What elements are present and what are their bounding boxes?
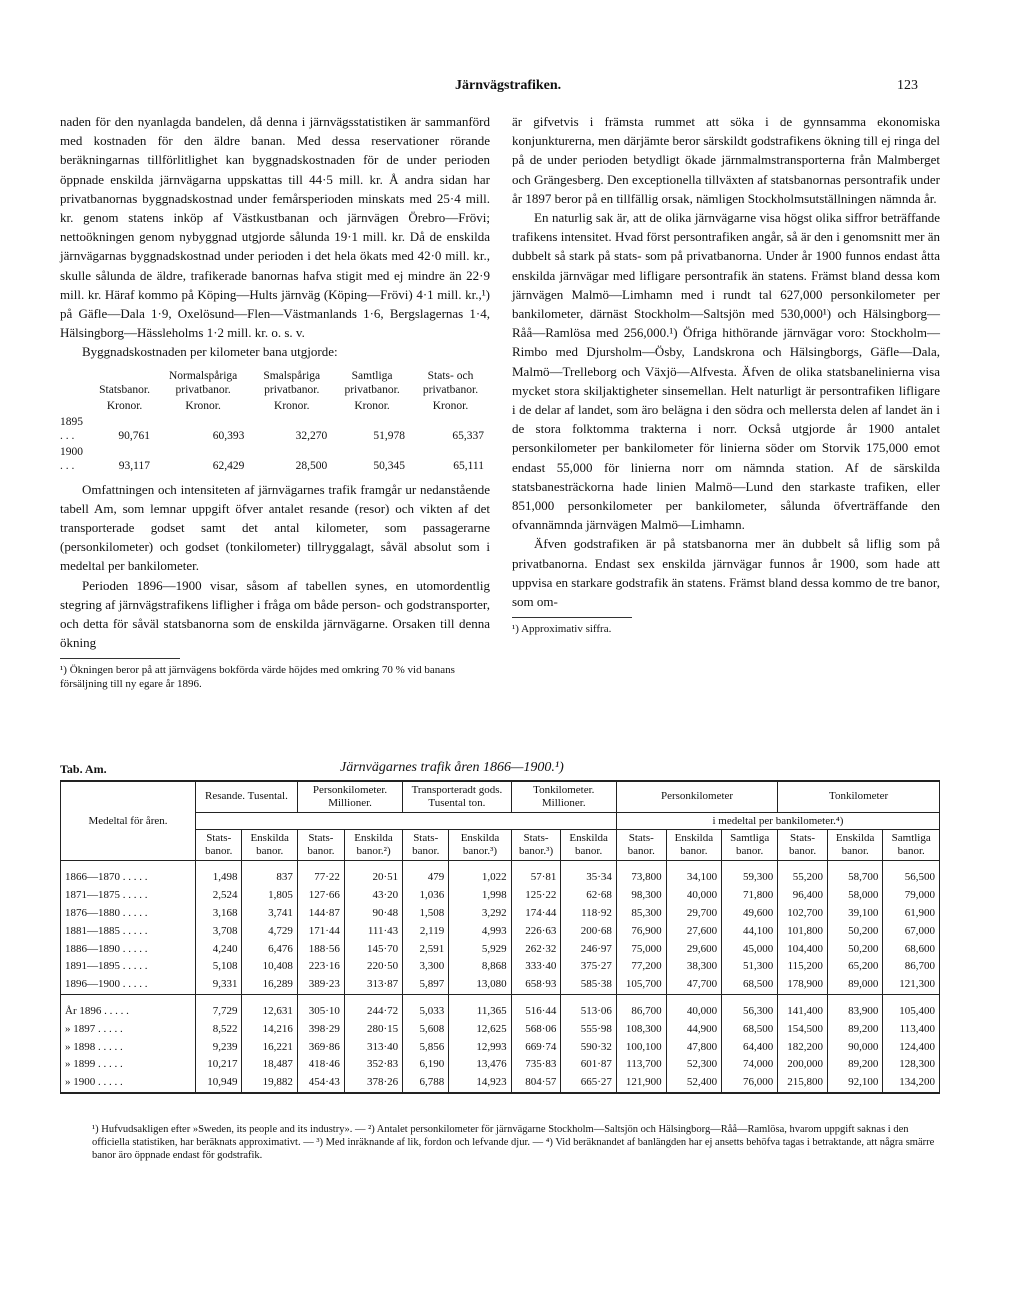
cost-header-normalsparig: Normalspåriga privatbanor. xyxy=(168,369,238,396)
table-cell: 555·98 xyxy=(561,1020,616,1038)
table-cell: 44,100 xyxy=(722,922,778,940)
header-spacer xyxy=(196,812,617,830)
table-cell: 89,200 xyxy=(827,1020,882,1038)
table-cell: 375·27 xyxy=(561,958,616,976)
table-cell: 98,300 xyxy=(616,887,666,905)
table-cell: 262·32 xyxy=(511,940,561,958)
spacer-cell xyxy=(61,994,196,1003)
table-cell: 127·66 xyxy=(297,887,344,905)
cost-header-smalsparig: Smalspåriga privatbanor. xyxy=(263,369,321,396)
header-samtliga: Samtliga banor. xyxy=(883,830,940,861)
table-cell: 1,498 xyxy=(196,869,242,887)
table-cell: 11,365 xyxy=(449,1003,511,1021)
table-footnotes: ¹) Hufvudsakligen efter »Sweden, its people and its industry». — ²) Antalet personkilometer för järnvägarne Stockholm—Saltsjön och Hälsingborg—Råå—Ramlösa, hvarom uppgift saknas i den officiella statistiken, har beräknats approximativt. — ³) Med inräknande af lik, fordon och lefvande djur. — ⁴) Vid beräknandet af banlängden har ej ansetts behöfva tagas i betraktande, att några smärre banor äro öppnade endast för godstrafik. xyxy=(92,1124,935,1161)
table-cell: 115,200 xyxy=(778,958,828,976)
table-cell: 12,631 xyxy=(242,1003,297,1021)
table-row xyxy=(61,869,940,887)
table-cell: 1,036 xyxy=(403,887,449,905)
cost-value: 60,393 xyxy=(212,429,245,442)
table-cell: 378·26 xyxy=(344,1074,402,1093)
table-cell: 454·43 xyxy=(297,1074,344,1093)
row-period-label: » 1899 . . . . . xyxy=(61,1056,196,1074)
table-row xyxy=(61,1020,940,1038)
table-cell: 105,400 xyxy=(883,1003,940,1021)
header-enskilda: Enskilda banor. xyxy=(666,830,721,861)
table-cell: 71,800 xyxy=(722,887,778,905)
table-cell: 79,000 xyxy=(883,887,940,905)
cost-header-samtliga: Samtliga privatbanor. xyxy=(344,369,400,396)
table-cell: 121,900 xyxy=(616,1074,666,1093)
table-cell: 124,400 xyxy=(883,1038,940,1056)
table-cell: 108,300 xyxy=(616,1020,666,1038)
table-cell: 14,923 xyxy=(449,1074,511,1093)
table-cell: 76,000 xyxy=(722,1074,778,1093)
table-row xyxy=(61,940,940,958)
row-period-label: 1891—1895 . . . . . xyxy=(61,958,196,976)
table-cell: 38,300 xyxy=(666,958,721,976)
table-cell: 50,200 xyxy=(827,922,882,940)
cost-year: 1895 . . . xyxy=(60,415,83,442)
table-cell: 90,000 xyxy=(827,1038,882,1056)
spacer-cell xyxy=(344,994,402,1003)
spacer-cell xyxy=(511,860,561,869)
right-footnote: ¹) Approximativ siffra. xyxy=(512,623,612,636)
table-cell: 8,522 xyxy=(196,1020,242,1038)
table-label: Tab. Am. xyxy=(60,762,107,776)
table-cell: 18,487 xyxy=(242,1056,297,1074)
table-cell: 105,700 xyxy=(616,976,666,994)
header-samtliga: Samtliga banor. xyxy=(722,830,778,861)
header-resande: Resande. Tusental. xyxy=(196,781,298,812)
table-row xyxy=(61,1003,940,1021)
table-cell: 658·93 xyxy=(511,976,561,994)
spacer-cell xyxy=(666,860,721,869)
spacer-cell xyxy=(242,860,297,869)
table-cell: 77,200 xyxy=(616,958,666,976)
table-cell: 280·15 xyxy=(344,1020,402,1038)
spacer-cell xyxy=(297,994,344,1003)
header-stats: Stats-banor.³) xyxy=(511,830,561,861)
table-cell: 89,200 xyxy=(827,1056,882,1074)
table-cell: 65,200 xyxy=(827,958,882,976)
table-cell: 3,741 xyxy=(242,905,297,923)
table-row xyxy=(61,976,940,994)
table-cell: 4,993 xyxy=(449,922,511,940)
traffic-table xyxy=(60,780,940,1094)
table-cell: 34,100 xyxy=(666,869,721,887)
table-cell: 29,600 xyxy=(666,940,721,958)
cost-value: 32,270 xyxy=(295,429,328,442)
table-cell: 51,300 xyxy=(722,958,778,976)
table-cell: 665·27 xyxy=(561,1074,616,1093)
table-cell: 516·44 xyxy=(511,1003,561,1021)
spacer-cell xyxy=(883,860,940,869)
table-cell: 19,882 xyxy=(242,1074,297,1093)
spacer-cell xyxy=(616,860,666,869)
table-cell: 145·70 xyxy=(344,940,402,958)
table-cell: 154,500 xyxy=(778,1020,828,1038)
cost-value: 90,761 xyxy=(118,429,150,442)
table-cell: 144·87 xyxy=(297,905,344,923)
table-cell: 398·29 xyxy=(297,1020,344,1038)
table-cell: 58,000 xyxy=(827,887,882,905)
construction-cost-header-row xyxy=(60,368,490,398)
table-cell: 77·22 xyxy=(297,869,344,887)
row-spacer xyxy=(61,860,940,869)
table-cell: 86,700 xyxy=(883,958,940,976)
table-row xyxy=(61,922,940,940)
table-cell: 10,949 xyxy=(196,1074,242,1093)
table-cell: 200,000 xyxy=(778,1056,828,1074)
spacer-cell xyxy=(196,860,242,869)
table-cell: 40,000 xyxy=(666,1003,721,1021)
table-cell: 178,900 xyxy=(778,976,828,994)
table-cell: 590·32 xyxy=(561,1038,616,1056)
table-cell: 45,000 xyxy=(722,940,778,958)
table-cell: 90·48 xyxy=(344,905,402,923)
table-cell: 1,998 xyxy=(449,887,511,905)
table-cell: 171·44 xyxy=(297,922,344,940)
spacer-cell xyxy=(883,994,940,1003)
table-cell: 418·46 xyxy=(297,1056,344,1074)
row-period-label: » 1897 . . . . . xyxy=(61,1020,196,1038)
table-cell: 121,300 xyxy=(883,976,940,994)
spacer-cell xyxy=(616,994,666,1003)
table-cell: 50,200 xyxy=(827,940,882,958)
table-cell: 369·86 xyxy=(297,1038,344,1056)
table-cell: 56,500 xyxy=(883,869,940,887)
table-title: Järnvägarnes trafik åren 1866—1900.¹) xyxy=(340,760,564,775)
right-column xyxy=(512,112,940,636)
table-cell: 16,289 xyxy=(242,976,297,994)
table-cell: 118·92 xyxy=(561,905,616,923)
table-cell: 101,800 xyxy=(778,922,828,940)
table-cell: 62·68 xyxy=(561,887,616,905)
table-cell: 13,080 xyxy=(449,976,511,994)
spacer-cell xyxy=(344,860,402,869)
table-cell: 3,300 xyxy=(403,958,449,976)
row-period-label: 1871—1875 . . . . . xyxy=(61,887,196,905)
table-cell: 61,900 xyxy=(883,905,940,923)
header-enskilda: Enskilda banor. xyxy=(561,830,616,861)
table-row xyxy=(61,905,940,923)
table-cell: 585·38 xyxy=(561,976,616,994)
table-cell: 76,900 xyxy=(616,922,666,940)
header-personkm-avg: Personkilometer xyxy=(616,781,777,812)
spacer-cell xyxy=(666,994,721,1003)
spacer-cell xyxy=(196,994,242,1003)
table-cell: 75,000 xyxy=(616,940,666,958)
table-cell: 5,108 xyxy=(196,958,242,976)
table-cell: 73,800 xyxy=(616,869,666,887)
table-cell: 113,400 xyxy=(883,1020,940,1038)
table-cell: 68,600 xyxy=(883,940,940,958)
table-cell: 141,400 xyxy=(778,1003,828,1021)
table-cell: 601·87 xyxy=(561,1056,616,1074)
table-cell: 669·74 xyxy=(511,1038,561,1056)
table-cell: 735·83 xyxy=(511,1056,561,1074)
table-cell: 5,929 xyxy=(449,940,511,958)
table-cell: 20·51 xyxy=(344,869,402,887)
table-cell: 49,600 xyxy=(722,905,778,923)
cost-value: 65,111 xyxy=(453,459,484,472)
table-cell: 389·23 xyxy=(297,976,344,994)
table-row xyxy=(61,887,940,905)
spacer-cell xyxy=(827,860,882,869)
running-header-title: Järnvägstrafiken. xyxy=(455,78,562,93)
cost-value: 65,337 xyxy=(452,429,484,442)
table-cell: 47,800 xyxy=(666,1038,721,1056)
table-cell: 134,200 xyxy=(883,1074,940,1093)
header-stats: Stats-banor. xyxy=(616,830,666,861)
table-cell: 104,400 xyxy=(778,940,828,958)
construction-cost-unit-row xyxy=(60,398,490,414)
table-row xyxy=(61,1074,940,1093)
row-period-label: År 1896 . . . . . xyxy=(61,1003,196,1021)
spacer-cell xyxy=(778,860,828,869)
cost-value: 51,978 xyxy=(373,429,405,442)
header-transporterat-gods: Transporteradt gods. Tusental ton. xyxy=(403,781,511,812)
table-cell: 111·43 xyxy=(344,922,402,940)
header-enskilda: Enskilda banor.²) xyxy=(344,830,402,861)
table-cell: 52,300 xyxy=(666,1056,721,1074)
row-period-label: 1896—1900 . . . . . xyxy=(61,976,196,994)
table-cell: 352·83 xyxy=(344,1056,402,1074)
table-cell: 200·68 xyxy=(561,922,616,940)
table-cell: 27,600 xyxy=(666,922,721,940)
header-personkm: Personkilometer. Millioner. xyxy=(297,781,402,812)
footnote-divider xyxy=(512,617,632,618)
table-cell: 3,168 xyxy=(196,905,242,923)
table-cell: 246·97 xyxy=(561,940,616,958)
cost-value: 28,500 xyxy=(295,459,328,472)
table-cell: 220·50 xyxy=(344,958,402,976)
cost-unit: Kronor. xyxy=(185,399,221,412)
cost-value: 50,345 xyxy=(373,459,405,472)
spacer-cell xyxy=(61,860,196,869)
spacer-cell xyxy=(827,994,882,1003)
row-period-label: 1866—1870 . . . . . xyxy=(61,869,196,887)
table-cell: 313·87 xyxy=(344,976,402,994)
table-cell: 9,331 xyxy=(196,976,242,994)
table-cell: 89,000 xyxy=(827,976,882,994)
table-cell: 513·06 xyxy=(561,1003,616,1021)
cost-year: 1900 . . . xyxy=(60,445,83,472)
spacer-cell xyxy=(403,994,449,1003)
header-enskilda: Enskilda banor. xyxy=(242,830,297,861)
table-cell: 12,993 xyxy=(449,1038,511,1056)
table-cell: 188·56 xyxy=(297,940,344,958)
header-tonkm: Tonkilometer. Millioner. xyxy=(511,781,616,812)
left-paragraph-4: Perioden 1896—1900 visar, såsom af tabellen synes, en utomordentlig stegring af järnvägstrafikens lifligher i fråga om både person- och godstransporter, och detta för såväl statsbanorna som de enskilda järnvägarne. Orsaken till denna ökning xyxy=(60,577,490,651)
table-cell: 174·44 xyxy=(511,905,561,923)
table-cell: 43·20 xyxy=(344,887,402,905)
header-enskilda: Enskilda banor. xyxy=(827,830,882,861)
spacer-cell xyxy=(403,860,449,869)
spacer-cell xyxy=(722,994,778,1003)
header-period: Medeltal för åren. xyxy=(61,781,196,860)
table-cell: 16,221 xyxy=(242,1038,297,1056)
table-cell: 5,608 xyxy=(403,1020,449,1038)
table-cell: 67,000 xyxy=(883,922,940,940)
table-cell: 92,100 xyxy=(827,1074,882,1093)
table-cell: 29,700 xyxy=(666,905,721,923)
table-cell: 5,856 xyxy=(403,1038,449,1056)
table-cell: 10,408 xyxy=(242,958,297,976)
table-cell: 100,100 xyxy=(616,1038,666,1056)
header-stats: Stats-banor. xyxy=(196,830,242,861)
table-cell: 58,700 xyxy=(827,869,882,887)
cost-unit: Kronor. xyxy=(432,399,469,412)
table-cell: 39,100 xyxy=(827,905,882,923)
table-cell: 6,476 xyxy=(242,940,297,958)
page-number: 123 xyxy=(897,78,918,93)
table-cell: 102,700 xyxy=(778,905,828,923)
traffic-table-body xyxy=(61,860,940,1092)
table-cell: 125·22 xyxy=(511,887,561,905)
table-row xyxy=(61,1056,940,1074)
table-cell: 57·81 xyxy=(511,869,561,887)
header-enskilda: Enskilda banor.³) xyxy=(449,830,511,861)
cost-unit: Kronor. xyxy=(274,399,310,412)
left-column xyxy=(60,112,490,691)
footnote-divider xyxy=(60,658,180,659)
header-avg-note: i medeltal per bankilometer.⁴) xyxy=(616,812,939,830)
table-cell: 804·57 xyxy=(511,1074,561,1093)
table-cell: 305·10 xyxy=(297,1003,344,1021)
header-stats: Stats-banor. xyxy=(778,830,828,861)
row-period-label: » 1898 . . . . . xyxy=(61,1038,196,1056)
cost-unit: Kronor. xyxy=(106,399,143,412)
spacer-cell xyxy=(561,994,616,1003)
left-paragraph-1: naden för den nyanlagda bandelen, då denna i järnvägsstatistiken är sammanförd med kostnaden för den äldre banan. Med dessa reservationer rörande beräkningarnas tillförlitlighet kan byggnadskostnaden för de under perioden öppnade enskilda järnvägarna uppskattas till 44·5 mill. kr. Å andra sidan har privatbanornas byggnadskostnad under femårsperioden minskats med 25·4 mill. kr. genom statens inköp af Västkustbanan och järnvägen Örebro—Frövi; nettoökningen genom nybyggnad utgjorde sålunda 19·1 mill. kr. Då de enskilda järnvägarnas byggnadskostnad under perioden i det hela ökats med 42·0 mill. kr., skulle sålunda de äldre, trafikerade banornas hafva stigit med ej mindre än 22·9 mill. kr. Häraf kommo på Köping—Hults järnväg (Köping—Frövi) 4·1 mill. kr.,¹) på Gäfle—Dala 1·9, Oxelösund—Flen—Västmanlands 1·6, Bergslagernas 1·4, Hälsingborg—Hässleholms 1·2 mill. kr. o. s. v. xyxy=(60,114,490,341)
table-cell: 52,400 xyxy=(666,1074,721,1093)
table-row xyxy=(61,1038,940,1056)
table-cell: 244·72 xyxy=(344,1003,402,1021)
table-cell: 1,805 xyxy=(242,887,297,905)
table-cell: 10,217 xyxy=(196,1056,242,1074)
cost-header-stats-och-privat: Stats- och privatbanor. xyxy=(422,369,479,396)
spacer-cell xyxy=(778,994,828,1003)
table-cell: 2,119 xyxy=(403,922,449,940)
table-cell: 215,800 xyxy=(778,1074,828,1093)
table-cell: 55,200 xyxy=(778,869,828,887)
table-cell: 13,476 xyxy=(449,1056,511,1074)
table-cell: 479 xyxy=(403,869,449,887)
table-cell: 113,700 xyxy=(616,1056,666,1074)
spacer-cell xyxy=(511,994,561,1003)
table-cell: 74,000 xyxy=(722,1056,778,1074)
table-cell: 14,216 xyxy=(242,1020,297,1038)
table-cell: 8,868 xyxy=(449,958,511,976)
left-footnote: ¹) Ökningen beror på att järnvägens bokförda värde höjdes med omkring 70 % vid banans försäljning till ny egare år 1896. xyxy=(60,664,455,691)
table-cell: 56,300 xyxy=(722,1003,778,1021)
table-cell: 3,292 xyxy=(449,905,511,923)
header-stats: Stats-banor. xyxy=(297,830,344,861)
table-cell: 6,788 xyxy=(403,1074,449,1093)
table-cell: 1,022 xyxy=(449,869,511,887)
table-cell: 35·34 xyxy=(561,869,616,887)
table-cell: 85,300 xyxy=(616,905,666,923)
table-row xyxy=(61,958,940,976)
row-period-label: 1876—1880 . . . . . xyxy=(61,905,196,923)
cost-unit: Kronor. xyxy=(354,399,390,412)
table-cell: 5,033 xyxy=(403,1003,449,1021)
table-cell: 2,524 xyxy=(196,887,242,905)
cost-header-statsbanor: Statsbanor. xyxy=(99,383,150,396)
table-cell: 226·63 xyxy=(511,922,561,940)
right-paragraph-2: En naturlig sak är, att de olika järnvägarne visa högst olika siffror beträffande trafikens intensitet. Hvad först persontrafiken angår, så är den i genomsnitt mer än dubbelt så stark på stats- som på privatbanorna. Under år 1900 funnos endast åtta enskilda järnvägar med lifligare persontrafik än statens. Främst bland dessa kom järnvägen Malmö—Limhamn med i rundt tal 627,000 personkilometer per bankilometer, därnäst Stockholm—Saltsjön med 530,000¹) och Hälsingborg—Råå—Ramlösa med 256,000.¹) Öfriga hithörande järnvägar voro: Stockholm—Rimbo med Djursholm—Ösby, Landskrona och Hälsingborgs, Gäfle—Dala, Malmö—Trelleborg och Växjö—Alfvesta. Äfven de olika statsbanelinierna visa mycket stora skiljaktigheter sinsemellan. Helt naturligt är persontrafiken lifligare i de delar af landet, som äro belägna i den södra och mellersta delen af landet än i de stora folktomma trakterna i norr. Också utgjorde år 1900 antalet personkilometer per bankilometer för linierna söder om Storvik 175,000 emot endast 55,000 för linierna norr om nämnda station. Af de särskilda statsbanesträckorna hade linien Malmö—Lund den starkaste trafiken, eller 851,000 personkilometer per bankilometer, sålunda öfverträffande den ofvannämnda järnvägen Malmö—Limhamn. xyxy=(512,210,940,533)
spacer-cell xyxy=(297,860,344,869)
table-cell: 5,897 xyxy=(403,976,449,994)
row-period-label: » 1900 . . . . . xyxy=(61,1074,196,1093)
table-cell: 223·16 xyxy=(297,958,344,976)
spacer-cell xyxy=(449,860,511,869)
table-cell: 64,400 xyxy=(722,1038,778,1056)
table-cell: 2,591 xyxy=(403,940,449,958)
traffic-header-row-1 xyxy=(61,781,940,812)
table-cell: 4,729 xyxy=(242,922,297,940)
table-cell: 6,190 xyxy=(403,1056,449,1074)
cost-value: 62,429 xyxy=(212,459,245,472)
table-cell: 333·40 xyxy=(511,958,561,976)
table-cell: 83,900 xyxy=(827,1003,882,1021)
table-cell: 40,000 xyxy=(666,887,721,905)
header-stats: Stats-banor. xyxy=(403,830,449,861)
row-spacer xyxy=(61,994,940,1003)
table-cell: 568·06 xyxy=(511,1020,561,1038)
table-cell: 12,625 xyxy=(449,1020,511,1038)
header-tonkm-avg: Tonkilometer xyxy=(778,781,940,812)
left-paragraph-3: Omfattningen och intensiteten af järnvägarnes trafik framgår ur nedanstående tabell Am, som lemnar uppgift öfver antalet resande (resor) och vikten af det transporterade godset samt det antal kilometer, som passagerarne (personkilometer) och godset (tonkilometer) tillryggalagt, såväl absolut som i medeltal per bankilometer. xyxy=(60,481,490,574)
table-cell: 44,900 xyxy=(666,1020,721,1038)
row-period-label: 1881—1885 . . . . . xyxy=(61,922,196,940)
table-cell: 3,708 xyxy=(196,922,242,940)
table-cell: 4,240 xyxy=(196,940,242,958)
table-cell: 47,700 xyxy=(666,976,721,994)
table-cell: 1,508 xyxy=(403,905,449,923)
table-cell: 313·40 xyxy=(344,1038,402,1056)
table-cell: 7,729 xyxy=(196,1003,242,1021)
spacer-cell xyxy=(449,994,511,1003)
spacer-cell xyxy=(242,994,297,1003)
right-paragraph-3: Äfven godstrafiken är på statsbanorna mer än dubbelt så liflig som på privatbanorna. Endast sex enskilda järnvägar funnos år 1900, som hade att uppvisa en starkare godstrafik än statens. Främst bland dessa kommo de tre banor, som om- xyxy=(512,536,940,610)
spacer-cell xyxy=(722,860,778,869)
spacer-cell xyxy=(561,860,616,869)
table-cell: 9,239 xyxy=(196,1038,242,1056)
cost-value: 93,117 xyxy=(118,459,150,472)
table-cell: 68,500 xyxy=(722,976,778,994)
left-paragraph-2: Byggnadskostnaden per kilometer bana utgjorde: xyxy=(82,344,338,360)
table-cell: 96,400 xyxy=(778,887,828,905)
construction-cost-table xyxy=(60,368,490,474)
construction-cost-row-1900 xyxy=(60,444,490,474)
row-period-label: 1886—1890 . . . . . xyxy=(61,940,196,958)
table-cell: 86,700 xyxy=(616,1003,666,1021)
right-paragraph-1: är gifvetvis i främsta rummet att söka i de gynnsamma ekonomiska konjunkturerna, men därjämte beror särskildt godstrafikens ökning till ej ringa del på de under perioden betydligt ökade järnmalmstransporterna från Malmberget och Grängesberg. Den exceptionella tillväxten af statsbanornas persontrafik under år 1897 beror på en tillfällig orsak, nämligen Stockholmsutställningen nämnda år. xyxy=(512,114,940,206)
construction-cost-row-1895 xyxy=(60,414,490,444)
table-cell: 128,300 xyxy=(883,1056,940,1074)
table-cell: 182,200 xyxy=(778,1038,828,1056)
table-cell: 68,500 xyxy=(722,1020,778,1038)
table-cell: 59,300 xyxy=(722,869,778,887)
table-cell: 837 xyxy=(242,869,297,887)
